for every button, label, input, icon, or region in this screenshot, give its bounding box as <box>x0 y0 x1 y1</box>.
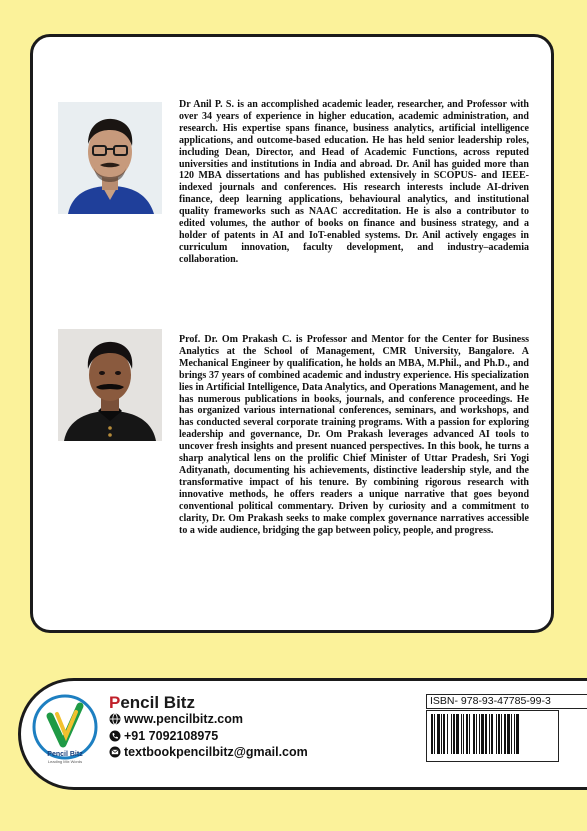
svg-text:Pencil Bitz: Pencil Bitz <box>47 751 83 758</box>
publisher-name: Pencil Bitz <box>109 693 195 712</box>
isbn-barcode <box>426 710 559 762</box>
phone-number[interactable]: +91 7092108975 <box>124 729 219 743</box>
website-line <box>109 712 243 726</box>
svg-text:Leading Mix Words: Leading Mix Words <box>47 759 83 764</box>
phone-line <box>109 729 218 743</box>
email-link[interactable]: textbookpencilbitz@gmail.com <box>124 745 308 759</box>
website-link[interactable]: www.pencilbitz.com <box>124 712 243 726</box>
author1-photo <box>58 102 162 214</box>
mail-icon <box>109 746 121 758</box>
author1-bio: Dr Anil P. S. is an accomplished academic leader, researcher, and Professor with over 34 years of experience in higher education, academic administration, and research. His expertise spans finance, business analytics, artificial intelligence applications, and outcome-based education. He has held senior leadership roles, including Dean, Director, and Head of Academic Functions, across reputed universities and institutions in India and abroad. Dr. Anil has guided more than 120 MBA dissertations and has published extensively in SCOPUS- and IEEE-indexed journals and conferences. His research interests include AI-driven finance, deep learning applications, behavioural analytics, and institutional quality frameworks such as NAAC accreditation. He is also a contributor to edited volumes, the author of books on finance and business strategy, and a holder of patents in AI and IoT-enabled systems. Dr. Anil actively engages in curriculum innovation, faculty development, and industry–academia collaboration. <box>179 99 529 265</box>
isbn-label: ISBN- 978-93-47785-99-3 <box>426 694 587 709</box>
publisher-logo <box>30 692 100 768</box>
author2-photo <box>58 329 162 441</box>
phone-icon <box>109 730 121 742</box>
globe-icon <box>109 713 121 725</box>
email-line <box>109 745 308 759</box>
author2-bio: Prof. Dr. Om Prakash C. is Professor and Mentor for the Center for Business Analytics at the School of Management, CMR University, Bangalore. A Mechanical Engineer by qualification, he holds an MBA, M.Phil., and Ph.D., and brings 37 years of combined academic and industry experience. His specialization lies in Artificial Intelligence, Data Analytics, and Operations Management, and he has numerous publications in books, journals, and conference proceedings. He has organized various international conferences, seminars, and workshops, and has conducted several corporate training programs. With a passion for exploring leadership and governance, Dr. Om Prakash leverages advanced AI tools to uncover fresh insights and present nuanced perspectives. In this book, he turns a sharp analytical lens on the prolific Chief Minister of Uttar Pradesh, Sri Yogi Adityanath, documenting his achievements, distinctive leadership style, and the transformative impact of his tenure. By combining rigorous research with innovative methods, he offers readers a unique narrative that goes beyond conventional political commentary. Driven by curiosity and a commitment to clarity, Dr. Om Prakash seeks to make complex governance narratives accessible to a wide audience, bridging the gap between policy, people, and progress. <box>179 334 529 536</box>
